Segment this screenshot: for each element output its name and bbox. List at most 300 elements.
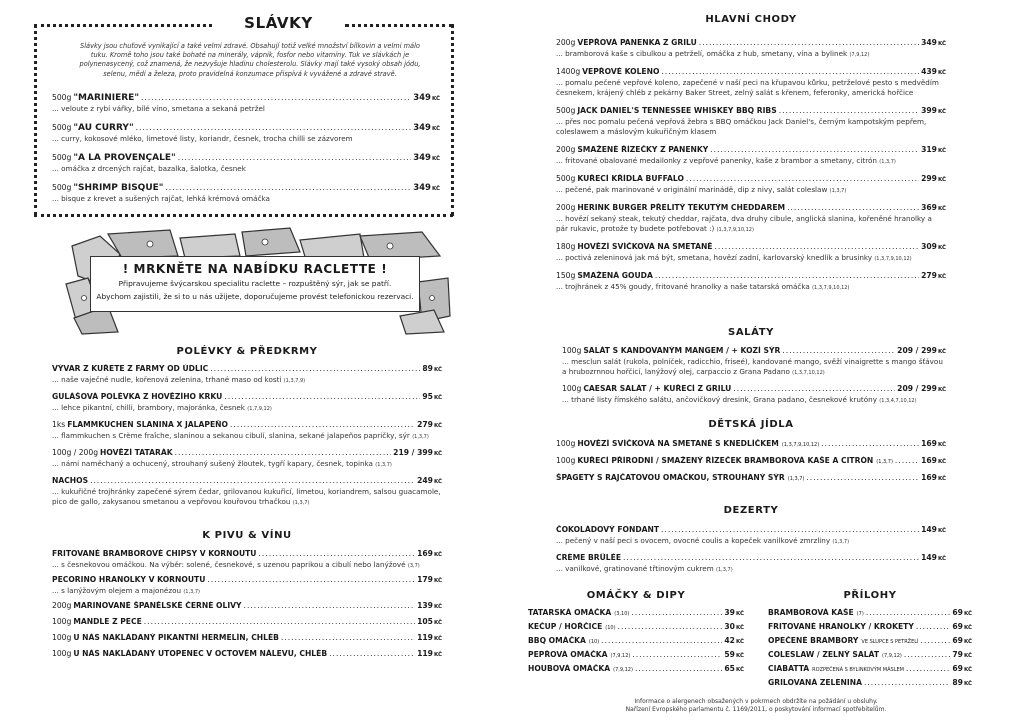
price-value: 349 [413,123,431,133]
item-name: HOVĚZÍ SVÍČKOVÁ NA SMETANĚ S KNEDLÍČKEM [577,439,779,448]
menu-item [556,242,946,265]
item-price [921,525,946,536]
dot-leader [806,473,919,483]
item-name: SMAŽENÉ ŘÍZEČKY Z PANENKY [577,145,709,154]
item-weight: 200g [556,38,576,47]
menu-item-row [556,473,946,484]
price-value: 149 [921,553,937,562]
raclette-line2: Abychom zajistili, že si to u nás užijete, doporučujeme provést telefonickou rezervaci. [96,292,414,301]
dot-leader [655,271,919,281]
price-value: 69 [952,622,963,631]
item-name: SMAŽENÁ GOUDA [577,271,653,280]
dot-leader [224,392,420,402]
item-allergens: (1,3,7) [787,476,805,482]
price-value: 105 [417,617,433,626]
dot-leader [244,601,416,611]
dot-leader [661,525,919,535]
price-currency: KČ [735,611,744,617]
price-value: 369 [921,203,937,212]
price-currency: KČ [433,395,442,401]
price-value: 279 [921,271,937,280]
item-allergens: (7,9,12) [610,653,631,659]
price-value: 89 [952,678,963,687]
item-description-text: ... s lanýžovým olejem a majonézou [52,586,182,595]
price-value: 309 [921,242,937,251]
item-description [556,564,946,576]
menu-item-row [52,617,442,628]
dot-leader [175,448,392,458]
menu-item [52,93,440,114]
menu-item [52,575,442,598]
price-currency: KČ [937,274,946,280]
item-allergens: (7,9,12) [849,52,870,58]
item-price [921,553,946,564]
item-name: KUŘECÍ PŘÍRODNÍ / SMAŽENÝ ŘÍZEČEK BRAMBOROVÁ KAŠE A CITRÓN [577,456,874,465]
item-description-text: ... curry, kokosové mléko, limetové listy, koriandr, česnek, trocha chilli se zázvorem [52,134,353,143]
item-name: OPEČENÉ BRAMBORY [768,636,859,645]
price-value: 59 [724,650,735,659]
menu-item [52,649,442,660]
price-currency: KČ [735,639,744,645]
item-name: "MARINIÈRE" [73,93,140,103]
menu-item [768,608,972,619]
menu-item-row [52,549,442,560]
item-description-text: ... s česnekovou omáčkou. Na výběr: solené, česnekové, s uzenou paprikou a cibulí nebo lanýžové [52,560,406,569]
detska-title: DĚTSKÁ JÍDLA [708,419,794,430]
item-description-text: ... lehce pikantní, chilli, brambory, majoránka, česnek [52,403,245,412]
item-weight: 500g [556,106,576,115]
price-currency: KČ [963,625,972,631]
item-price [921,242,946,253]
menu-item [52,123,440,144]
menu-item-row [528,664,744,675]
footer-line1: Informace o alergenech obsažených v pokrmech obdržíte na požádání u obsluhy. [634,698,878,705]
menu-item [556,553,946,576]
item-name: FRITOVANÉ BRAMBOROVÉ CHIPSY V KORNOUTU [52,549,257,558]
menu-item [556,439,946,450]
menu-item-row [52,633,442,644]
item-name: GULÁŠOVÁ POLÉVKA Z HOVĚZÍHO KRKU [52,392,223,401]
menu-item-row [528,636,744,647]
price-currency: KČ [433,652,442,658]
menu-item-row [556,38,946,49]
item-weight: 100g / 200g [52,448,99,457]
price-currency: KČ [937,41,946,47]
item-description [556,536,946,548]
item-description [556,49,946,61]
item-description [52,586,442,598]
menu-item [768,636,972,647]
item-allergens: (1,3,7) [879,159,896,165]
price-currency: KČ [431,186,440,192]
price-value: 209 / 299 [897,384,937,393]
item-description [562,395,946,407]
price-currency: KČ [433,423,442,429]
menu-item-row [556,242,946,253]
salaty-title: SALÁTY [728,327,774,338]
menu-item-row [528,622,744,633]
menu-item [562,346,946,378]
item-description-text: ... pomalu pečené vepřové koleno, zapečené v naší peci na křupavou kůrku, petrželové pesto s medvědím česnekem, krájený chléb z pekárny Baker Street, zelný salát s křenem, feferonky, americká hořčice [556,78,939,97]
item-description [556,214,946,235]
item-name: JACK DANIEL'S TENNESSEE WHISKEY BBQ RIBS [577,106,777,115]
menu-item [768,664,972,675]
item-description-text: ... hovězí sekaný steak, tekutý cheddar, rajčata, dva druhy cibule, anglická slanina, kořeněné hranolky a pár rukavic, protože ty budete potřebovat :) [556,214,932,233]
price-value: 349 [921,38,937,47]
dot-leader [281,633,415,643]
item-description-text: ... flammkuchen s Crème fraîche, slaninou a sekanou cibulí, slanina, sekané jalapeños papričky, sýr [52,431,410,440]
price-currency: KČ [937,206,946,212]
menu-item-row [528,608,744,619]
item-name: KEČUP / HOŘČICE [528,622,603,631]
menu-item [556,67,946,97]
price-value: 169 [921,473,937,482]
item-name: CRÈME BRÛLÉE [556,553,622,562]
menu-item [768,622,972,633]
price-value: 399 [921,106,937,115]
item-price [413,153,440,164]
dot-leader [921,636,951,646]
item-name: HOVĚZÍ SVÍČKOVÁ NA SMETANĚ [577,242,713,251]
price-currency: KČ [963,667,972,673]
item-price [413,123,440,134]
dot-leader [904,650,951,660]
price-value: 209 / 299 [897,346,937,355]
item-description [52,194,440,204]
item-description-text: ... omáčka z drcených rajčat, bazalka, šalotka, česnek [52,164,246,173]
dot-leader [207,575,415,585]
menu-item [52,392,442,415]
item-name: BRAMBOROVÁ KAŠE [768,608,854,617]
price-value: 65 [724,664,735,673]
dot-leader [715,242,920,252]
item-name: "SHRIMP BISQUE" [73,183,164,193]
slavky-intro: Slávky jsou chuťově vynikající a také velmi zdravé. Obsahují totiž velké množství bílkovin a velmi málo tuku. Kromě toho jsou také bohaté na minerály, vápník, fosfor nebo vitamíny. Tuk ve slávkách je polynenasycený, což znamená, že nezvyšuje hladinu cholesterolu. Slávky mají také vysoký obsah jódu, selenu, mědi a železa, proto pravidelná konzumace přispívá k vyvážené a zdravé stravě. [79,42,421,78]
item-allergens: ROZPEČENÁ S BYLINKOVÝM MÁSLEM [812,667,904,673]
item-name: "AU CURRY" [73,123,134,133]
price-currency: KČ [433,451,442,457]
item-name: MANDLE Z PECE [73,617,142,626]
menu-item-row [52,420,442,431]
item-weight: 150g [556,271,576,280]
item-price [952,678,972,689]
menu-item [52,617,442,628]
dezerty-title: DEZERTY [723,505,779,516]
menu-item-row [556,553,946,564]
price-currency: KČ [937,148,946,154]
item-description [52,104,440,114]
dot-leader [787,203,919,213]
item-allergens: (1,3,7) [412,434,429,440]
menu-item-row [768,636,972,647]
allergen-footer [556,698,956,714]
item-weight: 100g [52,633,72,642]
price-currency: KČ [433,578,442,584]
item-price [952,650,972,661]
menu-item-row [768,664,972,675]
item-weight: 1400g [556,67,581,76]
price-value: 69 [952,664,963,673]
item-allergens: (3,10) [614,611,630,617]
item-name: CIABATTA [768,664,810,673]
dot-leader [916,622,951,632]
prilohy-title: PŘÍLOHY [843,590,897,601]
item-price [417,420,442,431]
item-description [556,282,946,294]
item-description-text: ... fritované obalované medailonky z vepřové panenky, kaše z brambor a smetany, citrón [556,156,877,165]
item-name: "À LA PROVENÇALE" [73,153,176,163]
menu-item [556,271,946,294]
item-description-text: ... kukuřičné trojhránky zapečené sýrem čedar, grilovanou kukuřicí, limetou, koriandrem, salsou guacamole, pico de gallo, zakysanou smetanou a vepřovou kouřovou trhačkou [52,487,441,506]
price-currency: KČ [937,245,946,251]
item-description [556,78,946,97]
dot-leader [779,106,919,116]
price-value: 219 / 399 [393,448,433,457]
price-currency: KČ [937,442,946,448]
item-description-text: ... trhané listy římského salátu, ančovičkový dresink, Grana padano, česnekové krutóny [562,395,877,404]
item-price [921,106,946,117]
polevky-title: POLÉVKY & PŘEDKRMY [176,346,318,357]
dot-leader [178,153,412,163]
item-price [921,203,946,214]
price-value: 349 [413,93,431,103]
item-name: PECORINO HRANOLKY V KORNOUTU [52,575,206,584]
price-value: 89 [422,364,433,373]
price-currency: KČ [937,459,946,465]
item-description-text: ... veloute z rybí vářky, bílé víno, smetana a sekaná petržel [52,104,265,113]
item-name: SALÁT S KANDOVANÝM MANGEM / + KOZÍ SÝR [583,346,781,355]
dot-leader [632,650,722,660]
item-price [417,617,442,628]
price-value: 319 [921,145,937,154]
item-weight: 100g [562,384,582,393]
item-price [724,650,744,661]
item-price [417,633,442,644]
item-weight: 500g [52,153,72,162]
item-name: ŠPAGETY S RAJČATOVOU OMÁČKOU, STROUHANÝ SÝR [556,473,785,482]
dot-leader [329,649,415,659]
price-value: 69 [952,636,963,645]
item-allergens: (10) [605,625,616,631]
price-currency: KČ [433,604,442,610]
price-currency: KČ [963,681,972,687]
item-description [52,487,442,508]
item-weight: 500g [52,183,72,192]
menu-item-row [52,153,440,164]
dot-leader [631,608,722,618]
item-price [921,456,946,467]
item-weight: 180g [556,242,576,251]
item-price [921,473,946,484]
menu-item [528,650,744,661]
dot-leader [623,553,919,563]
item-price [417,476,442,487]
menu-item-row [52,649,442,660]
item-description [52,134,440,144]
item-price [422,364,442,375]
dot-leader [782,346,895,356]
dot-leader [895,456,919,466]
item-allergens: (1,3,7) [292,499,310,506]
price-currency: KČ [963,639,972,645]
item-name: CAESAR SALÁT / + KUŘECÍ Z GRILU [583,384,732,393]
item-allergens: (1,3,7,10,12) [792,369,825,376]
menu-item [556,106,946,136]
item-weight: 1ks [52,420,66,429]
dot-leader [866,608,951,618]
price-value: 169 [921,439,937,448]
menu-item-row [768,622,972,633]
item-price [897,346,946,357]
item-name: FLAMMKUCHEN SLANINA X JALAPEÑO [67,420,228,429]
item-allergens: (3,7) [407,563,420,569]
menu-item [556,174,946,197]
item-allergens: (1,3,7) [716,567,733,573]
item-weight: 100g [556,439,576,448]
item-description-text: ... přes noc pomalu pečená vepřová žebra s BBQ omáčkou Jack Daniel's, černým kampotským pepřem, coleslawem a máslovým kukuřičným klasem [556,117,927,136]
item-description [562,357,946,378]
item-name: VEPŘOVÁ PANENKA Z GRILU [577,38,697,47]
item-name: NACHOS [52,476,89,485]
price-value: 119 [417,649,433,658]
item-name: HOUBOVÁ OMÁČKA [528,664,611,673]
price-currency: KČ [433,620,442,626]
dot-leader [230,420,415,430]
item-name: VEPŘOVÉ KOLENO [582,67,660,76]
item-weight: 100g [562,346,582,355]
item-price [921,67,946,78]
menu-item-row [556,106,946,117]
price-currency: KČ [431,126,440,132]
item-price [921,439,946,450]
price-currency: KČ [963,653,972,659]
menu-item-row [556,271,946,282]
menu-item [52,601,442,612]
item-description-text: ... trojhránek z 45% goudy, fritované hranolky a naše tatarská omáčka [556,282,810,291]
item-weight: 200g [556,203,576,212]
price-currency: KČ [937,387,946,393]
item-description [52,560,442,572]
item-price [897,384,946,395]
dot-leader [144,617,415,627]
item-allergens: (7) [856,611,864,617]
item-price [724,664,744,675]
price-value: 30 [724,622,735,631]
price-currency: KČ [937,109,946,115]
item-description-text: ... pečený v naší peci s ovocem, ovocné coulis a kopeček vanilkové zmrzliny [556,536,831,545]
menu-item [528,636,744,647]
price-value: 39 [724,608,735,617]
price-value: 349 [413,153,431,163]
price-currency: KČ [433,636,442,642]
price-currency: KČ [937,556,946,562]
item-allergens: (10) [588,639,600,645]
dot-leader [210,364,420,374]
item-name: HOVĚZÍ TATARÁK [100,448,173,457]
price-currency: KČ [431,96,440,102]
price-currency: KČ [937,70,946,76]
menu-item-row [52,183,440,194]
price-value: 95 [422,392,433,401]
item-price [921,174,946,185]
item-price [422,392,442,403]
price-value: 179 [417,575,433,584]
item-price [952,664,972,675]
menu-item-row [528,650,744,661]
item-allergens: (1,3,7) [829,188,847,194]
item-price [952,608,972,619]
item-price [413,183,440,194]
menu-item [52,364,442,387]
menu-item [556,145,946,168]
slavky-title: SLÁVKY [244,14,313,32]
item-allergens: (7,9,12) [613,667,633,673]
price-value: 279 [417,420,433,429]
item-weight: 200g [556,145,576,154]
menu-item-row [562,346,946,357]
menu-item [556,456,946,467]
item-description-text: ... poctivá zeleninová jak má být, smetana, hovězí zadní, karlovarský knedlík a brusinky [556,253,873,262]
frame-top-left [34,24,212,27]
frame-left [34,24,37,216]
item-allergens: (7,9,12) [882,653,902,659]
menu-item-row [556,145,946,156]
item-description-text: ... bisque z krevet a sušených rajčat, lehká krémová omáčka [52,194,270,203]
item-price [921,271,946,282]
menu-item [52,183,440,204]
item-allergens: (1,3,7,9,10,12) [874,256,912,262]
dot-leader [141,93,411,103]
price-value: 149 [921,525,937,534]
frame-top-right [345,24,453,27]
dot-leader [136,123,412,133]
item-description [556,156,946,168]
menu-item [556,473,946,484]
menu-item [52,153,440,174]
item-name: FRITOVANÉ HRANOLKY / KROKETY [768,622,914,631]
item-weight: 500g [52,93,72,102]
price-currency: KČ [937,476,946,482]
menu-item [562,384,946,407]
price-currency: KČ [963,611,972,617]
item-description [52,375,442,387]
price-value: 169 [417,549,433,558]
price-value: 69 [952,608,963,617]
menu-item-row [556,203,946,214]
menu-item [556,38,946,61]
menu-item [52,420,442,443]
menu-item [528,622,744,633]
dot-leader [699,38,919,48]
item-description [556,253,946,265]
menu-item-row [556,456,946,467]
item-description [556,117,946,136]
price-currency: KČ [735,625,744,631]
item-description-text: ... mesclun salát (rukola, polníček, radicchio, friseé), kandované mango, svěží vinaigrette s mango šťávou a hrubozrnnou hořčicí, lanýžový olej, carpaccio z Grana Padano [562,357,943,376]
menu-item [528,664,744,675]
price-currency: KČ [735,653,744,659]
menu-item [52,549,442,572]
price-currency: KČ [937,349,946,355]
price-value: 42 [724,636,735,645]
item-name: MARINOVANÉ ŠPANĚLSKÉ ČERNÉ OLIVY [73,601,242,610]
item-weight: 100g [556,456,576,465]
item-price [952,622,972,633]
menu-item-row [768,608,972,619]
item-price [413,93,440,104]
item-allergens: (1,3,7,9) [283,378,306,384]
item-allergens: (1,3,7,9,10,12) [812,285,850,291]
